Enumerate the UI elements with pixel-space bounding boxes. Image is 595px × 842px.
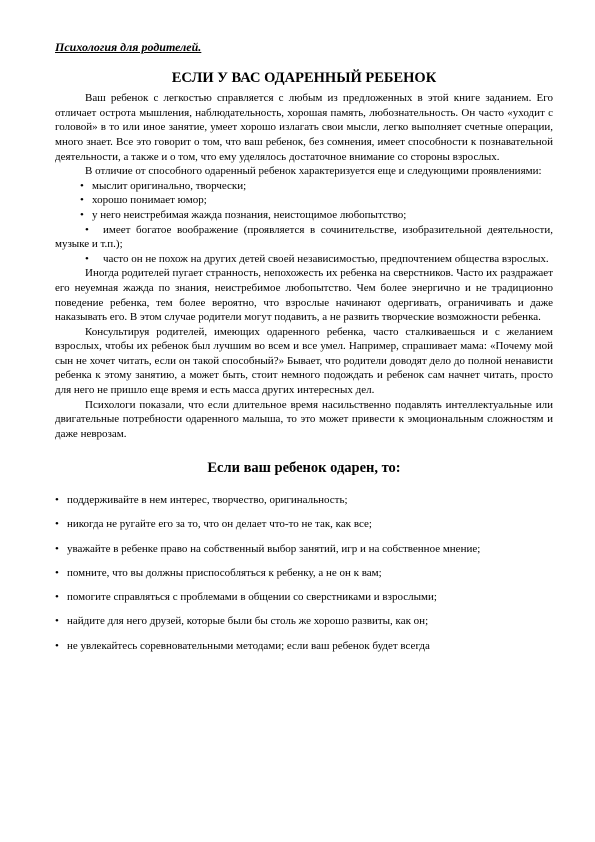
advice-text: найдите для него друзей, которые были бы столь же хорошо развиты, как он; — [67, 615, 429, 628]
bullet-icon: • — [80, 208, 84, 221]
advice-item — [55, 543, 553, 556]
bullet-icon: • — [55, 615, 59, 628]
section-header: Психология для родителей. — [55, 40, 202, 54]
trait-item — [55, 193, 553, 208]
section-subtitle: Если ваш ребенок одарен, то: — [207, 460, 401, 477]
advice-item — [55, 518, 553, 531]
advice-item — [55, 640, 553, 653]
body-paragraph-1: Иногда родителей пугает странность, непохожесть их ребенка на сверстников. Часто их раздражает его неуемная жажда по знания, неистребимое любопытство. Чем более энергично и не традиционно поведение ребенка, тем более вероятно, что взрослые начинают одергивать, ограничивать и даже наказывать его. В этом случае родители могут подавить, а не развить творческие возможности ребенка. — [55, 267, 553, 324]
body-paragraph-2: Консультируя родителей, имеющих одаренного ребенка, часто сталкиваешься и с желанием взрослых, чтобы их ребенок был лучшим во всем и все умел. Например, спрашивает мама: «Почему мой сын не хочет читать, если он такой способный?» Бывает, что родители доводят дело до полной ненависти ребенка к этому занятию, а может быть, стоит немного подождать и ребенок сам начнет читать, просто для него не пришло еще время и есть масса других интересных дел. — [55, 325, 553, 397]
advice-text: помните, что вы должны приспособляться к ребенку, а не он к вам; — [67, 566, 382, 579]
trait-item — [55, 252, 553, 267]
bullet-icon: • — [55, 518, 59, 531]
advice-text: помогите справляться с проблемами в общении со сверстниками и взрослыми; — [67, 591, 437, 604]
bullet-icon: • — [55, 591, 59, 604]
advice-text: никогда не ругайте его за то, что он делает что-то не так, как все; — [67, 518, 372, 531]
trait-item — [55, 179, 553, 194]
advice-list — [55, 494, 553, 652]
body-paragraph-3: Психологи показали, что если длительное время насильственно подавлять интеллектуальные или двигательные потребности одаренного малыша, то это может привести к эмоциональным сложностям и даже неврозам. — [55, 398, 553, 440]
bullet-icon: • — [55, 639, 59, 652]
bullet-icon: • — [55, 494, 59, 507]
trait-text: имеет богатое воображение (проявляется в сочинительстве, изобразительной деятельности, музыке и т.п.); — [55, 223, 553, 251]
traits-list — [55, 179, 553, 267]
bullet-icon: • — [85, 223, 89, 236]
advice-text: не увлекайтесь соревновательными методами; если ваш ребенок будет всегда — [67, 639, 430, 652]
advice-item — [55, 494, 553, 507]
document-page — [55, 40, 553, 664]
intro-paragraph-1: Ваш ребенок с легкостью справляется с любым из предложенных в этой книге заданием. Его отличает острота мышления, наблюдательность, хорошая память, любознательность. Он часто «уходит с головой» в то или иное занятие, умеет хорошо излагать свои мысли, легко выполняет счетные операции, много знает. Все это говорит о том, что ваш ребенок, без сомнения, имеет способности к познавательной деятельности, а также и о том, что ему уделялось достаточное внимание со стороны взрослых. — [55, 92, 553, 163]
trait-text: хорошо понимает юмор; — [92, 194, 207, 207]
trait-item — [55, 208, 553, 223]
bullet-icon: • — [85, 252, 89, 265]
bullet-icon: • — [80, 194, 84, 207]
trait-text: часто он не похож на других детей своей независимостью, предпочтением общества взрослых. — [103, 252, 549, 265]
advice-item — [55, 591, 553, 604]
page-title: ЕСЛИ У ВАС ОДАРЕННЫЙ РЕБЕНОК — [171, 69, 437, 86]
bullet-icon: • — [55, 566, 59, 579]
intro-paragraph-2: В отличие от способного одаренный ребенок характеризуется еще и следующими проявлениями: — [85, 165, 542, 178]
trait-text: у него неистребимая жажда познания, неистощимое любопытство; — [92, 208, 407, 221]
bullet-icon: • — [80, 179, 84, 192]
advice-text: поддерживайте в нем интерес, творчество, оригинальность; — [67, 494, 348, 507]
trait-text: мыслит оригинально, творчески; — [92, 179, 247, 192]
bullet-icon: • — [55, 542, 59, 555]
advice-item — [55, 567, 553, 580]
advice-item — [55, 615, 553, 628]
advice-text: уважайте в ребенке право на собственный выбор занятий, игр и на собственное мнение; — [67, 542, 481, 555]
trait-item — [55, 223, 553, 252]
